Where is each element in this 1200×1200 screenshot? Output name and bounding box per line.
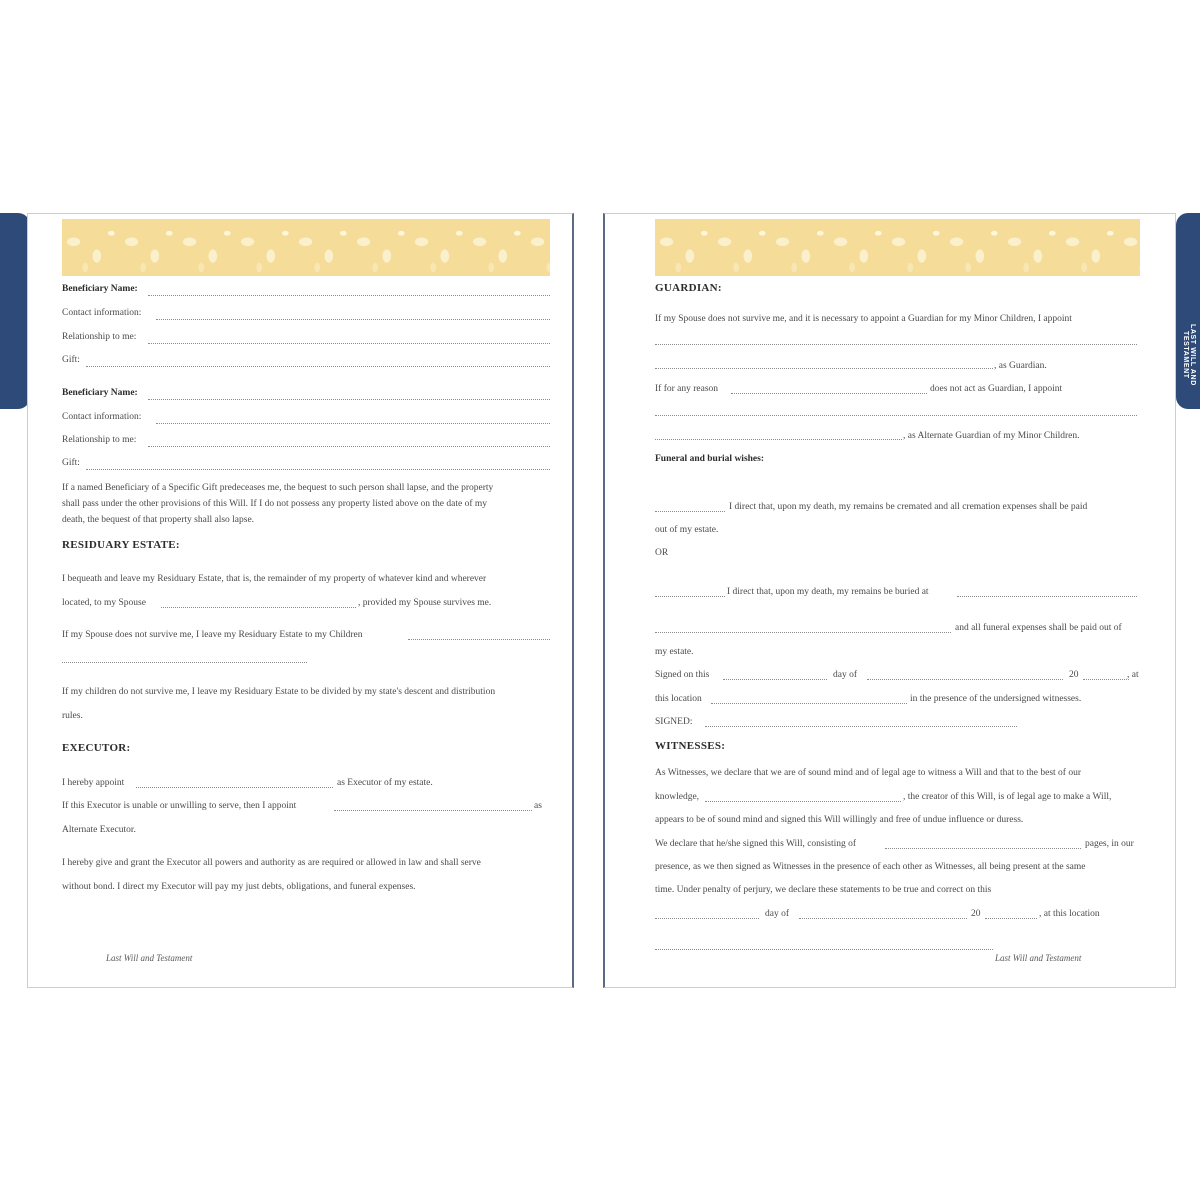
guardian-field-1[interactable] [655, 344, 1137, 345]
presence-text: in the presence of the undersigned witnesses. [910, 694, 1082, 704]
executor-field[interactable] [136, 787, 333, 788]
burial-location-field[interactable] [957, 596, 1137, 597]
relationship-label-2: Relationship to me: [62, 435, 137, 445]
this-location: this location [655, 694, 702, 704]
alternate-guardian-field-2[interactable] [655, 439, 902, 440]
children-field[interactable] [408, 639, 550, 640]
witness-location-field[interactable] [655, 949, 993, 950]
beneficiary-name-field-2[interactable] [148, 399, 550, 400]
executor-line-2a: If this Executor is unable or unwilling to serve, then I appoint [62, 801, 297, 811]
executor-line-1b: as Executor of my estate. [337, 778, 433, 788]
signed-day-field[interactable] [723, 679, 827, 680]
residuary-line-5: rules. [62, 711, 83, 721]
spouse-field[interactable] [161, 607, 356, 608]
executor-line-2b: as [534, 801, 542, 811]
beneficiary-name-field[interactable] [148, 295, 550, 296]
funeral-line-2: out of my estate. [655, 525, 719, 535]
at-text: , at [1127, 670, 1139, 680]
contact-field[interactable] [156, 319, 550, 320]
year-20: 20 [1069, 670, 1079, 680]
or-text: OR [655, 548, 669, 558]
witnesses-heading: WITNESSES: [655, 740, 726, 752]
children-field-cont[interactable] [62, 662, 307, 663]
residuary-line-1: I bequeath and leave my Residuary Estate, that is, the remainder of my property of whatever kind and wherever [62, 574, 487, 584]
gift-field-2[interactable] [86, 469, 550, 470]
witness-location: , at this location [1039, 909, 1100, 919]
guardian-reason-field[interactable] [731, 393, 927, 394]
day-of: day of [833, 670, 858, 680]
left-page [27, 213, 574, 988]
contact-label: Contact information: [62, 308, 142, 318]
residuary-line-2a: located, to my Spouse [62, 598, 146, 608]
burial-line-3: my estate. [655, 647, 694, 657]
witness-line-2a: knowledge, [655, 792, 700, 802]
signed-year-field[interactable] [1083, 679, 1129, 680]
left-footer: Last Will and Testament [106, 953, 193, 963]
witness-line-6: time. Under penalty of perjury, we declare these statements to be true and correct on this [655, 885, 992, 895]
witness-line-4a: We declare that he/she signed this Will, consisting of [655, 839, 857, 849]
residuary-line-2b: , provided my Spouse survives me. [358, 598, 492, 608]
guardian-alt: , as Alternate Guardian of my Minor Children. [903, 431, 1080, 441]
signed-month-field[interactable] [867, 679, 1063, 680]
lapse-paragraph-line-1: If a named Beneficiary of a Specific Gift predeceases me, the bequest to such person shall lapse, and the property [62, 483, 494, 493]
damask-banner [62, 219, 550, 276]
signed-label: SIGNED: [655, 717, 693, 727]
residuary-line-4: If my children do not survive me, I leave my Residuary Estate to be divided by my state's descent and distribution [62, 687, 496, 697]
left-book-tab [0, 213, 30, 409]
executor-heading: EXECUTOR: [62, 742, 131, 754]
contact-label-2: Contact information: [62, 412, 142, 422]
witness-line-2b: , the creator of this Will, is of legal age to make a Will, [903, 792, 1112, 802]
guardian-field-2[interactable] [655, 368, 993, 369]
funeral-line-1: I direct that, upon my death, my remains be cremated and all cremation expenses shall be paid [729, 502, 1088, 512]
cremation-checkbox-line[interactable] [655, 511, 725, 512]
executor-line-1a: I hereby appoint [62, 778, 125, 788]
witness-line-1: As Witnesses, we declare that we are of sound mind and of legal age to witness a Will and that to the best of our [655, 768, 1082, 778]
residuary-line-3: If my Spouse does not survive me, I leave my Residuary Estate to my Children [62, 630, 363, 640]
witness-20: 20 [971, 909, 981, 919]
guardian-line-3a: If for any reason [655, 384, 719, 394]
lapse-paragraph-line-2: shall pass under the other provisions of this Will. If I do not possess any property listed above on the date of my [62, 499, 488, 509]
page-count-field[interactable] [885, 848, 1081, 849]
burial-checkbox-line[interactable] [655, 596, 725, 597]
witness-day-of: day of [765, 909, 790, 919]
right-footer: Last Will and Testament [995, 953, 1082, 963]
relationship-field[interactable] [148, 343, 550, 344]
gift-label-2: Gift: [62, 458, 80, 468]
witness-line-5: presence, as we then signed as Witnesses in the presence of each other as Witnesses, all being present at the same [655, 862, 1086, 872]
section-tab-label: LAST WILL AND TESTAMENT [1182, 324, 1196, 386]
alternate-guardian-field-1[interactable] [655, 415, 1137, 416]
gift-label: Gift: [62, 355, 80, 365]
guardian-as: , as Guardian. [994, 361, 1047, 371]
relationship-label: Relationship to me: [62, 332, 137, 342]
guardian-heading: GUARDIAN: [655, 282, 722, 294]
alternate-executor-field[interactable] [334, 810, 532, 811]
witness-month-field[interactable] [799, 918, 967, 919]
relationship-field-2[interactable] [148, 446, 550, 447]
witness-year-field[interactable] [985, 918, 1037, 919]
guardian-line-3b: does not act as Guardian, I appoint [930, 384, 1063, 394]
signature-field[interactable] [705, 726, 1017, 727]
funeral-heading: Funeral and burial wishes: [655, 454, 765, 464]
executor-para-2: without bond. I direct my Executor will pay my just debts, obligations, and funeral expenses. [62, 882, 416, 892]
lapse-paragraph-line-3: death, the bequest of that property shall also lapse. [62, 515, 255, 525]
gift-field[interactable] [86, 366, 550, 367]
residuary-heading: RESIDUARY ESTATE: [62, 539, 180, 551]
damask-banner-right [655, 219, 1140, 276]
right-page [603, 213, 1176, 988]
guardian-line-1: If my Spouse does not survive me, and it is necessary to appoint a Guardian for my Minor Children, I appoint [655, 314, 1072, 324]
witness-line-4b: pages, in our [1085, 839, 1134, 849]
signed-location-field[interactable] [711, 703, 907, 704]
beneficiary-name-label-2: Beneficiary Name: [62, 388, 138, 398]
burial-location-field-2[interactable] [655, 632, 951, 633]
executor-para-1: I hereby give and grant the Executor all powers and authority as are required or allowed in law and shall serve [62, 858, 481, 868]
beneficiary-name-label: Beneficiary Name: [62, 284, 138, 294]
will-creator-field[interactable] [705, 801, 901, 802]
signed-on: Signed on this [655, 670, 710, 680]
book-gutter [574, 213, 603, 988]
burial-line-1: I direct that, upon my death, my remains be buried at [727, 587, 929, 597]
burial-line-2: and all funeral expenses shall be paid out of [955, 623, 1122, 633]
witness-day-field[interactable] [655, 918, 759, 919]
witness-line-3: appears to be of sound mind and signed this Will willingly and free of undue influence or duress. [655, 815, 1024, 825]
contact-field-2[interactable] [156, 423, 550, 424]
executor-line-3: Alternate Executor. [62, 825, 136, 835]
